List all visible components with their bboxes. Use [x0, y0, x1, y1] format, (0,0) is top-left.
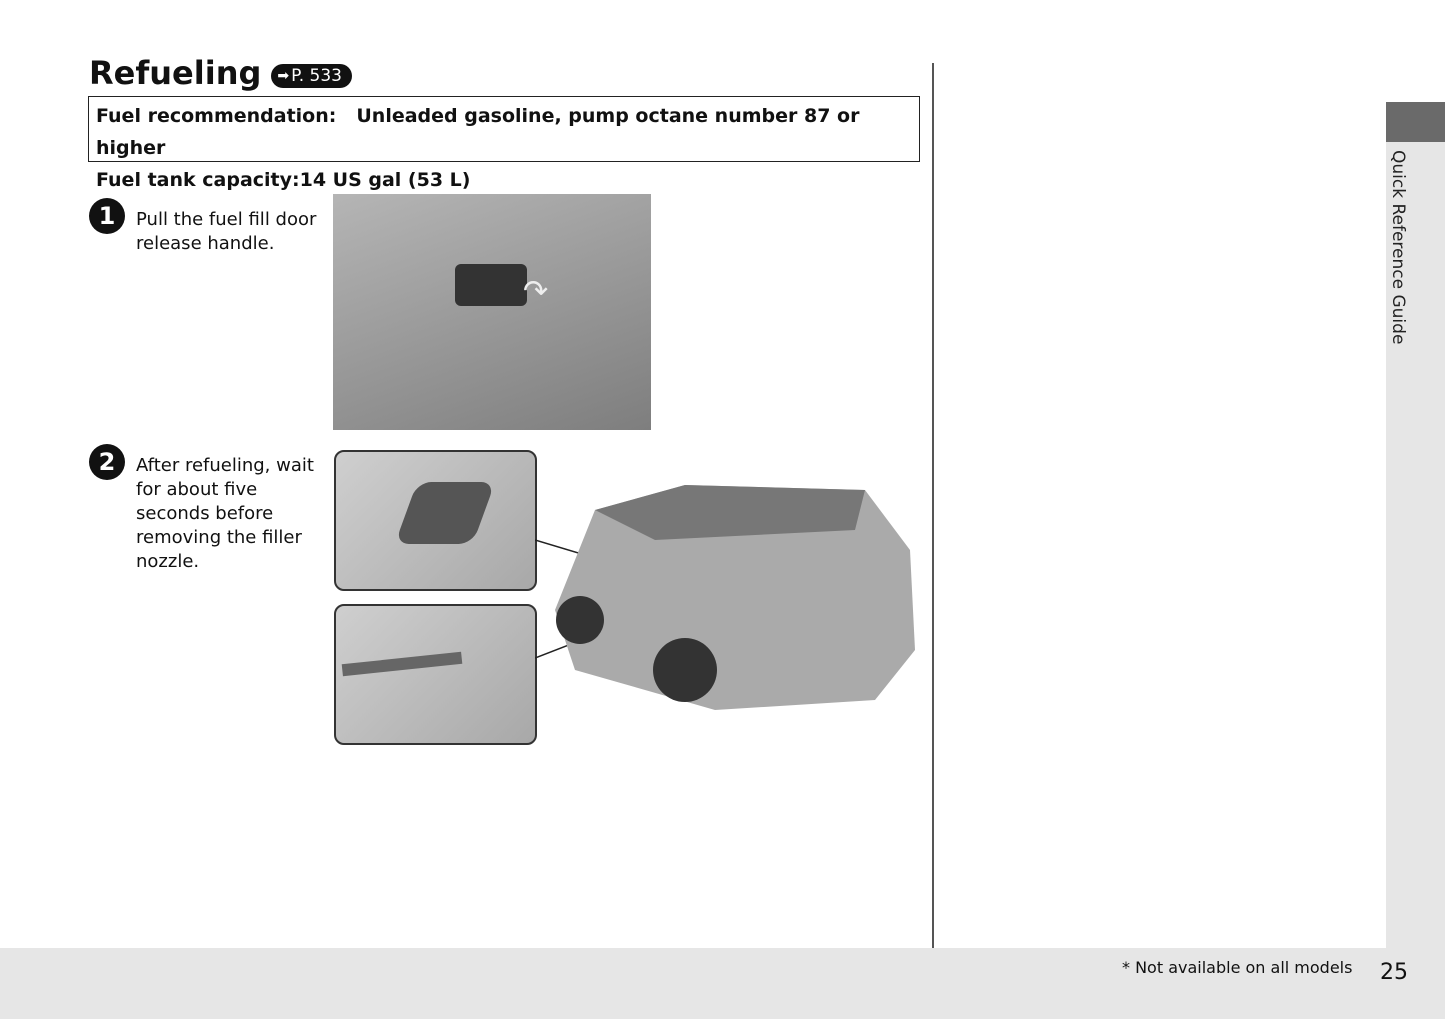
page-number: 25: [1380, 960, 1408, 985]
section-tab: [1386, 102, 1445, 142]
title-text: Refueling: [89, 54, 262, 92]
fuel-value: Unleaded gasoline, pump octane number 87 or higher: [96, 105, 860, 159]
spec-box: [88, 96, 920, 191]
fuel-recommendation: [96, 100, 912, 164]
step-text: After refueling, wait for about five seconds before removing the filler nozzle.: [136, 455, 314, 572]
page-reference-link[interactable]: [271, 64, 352, 88]
pull-arrow-icon: ↷: [523, 274, 549, 309]
step-number: 1: [89, 198, 125, 234]
fuel-door-inset: [334, 450, 537, 591]
step-number: 2: [89, 444, 125, 480]
nozzle: [342, 652, 463, 676]
arrow-right-icon: ➡: [277, 68, 290, 84]
fuel-door-release-illustration: [333, 194, 651, 430]
step-text: Pull the fuel fill door release handle.: [136, 209, 317, 254]
fuel-label: Fuel recommendation:: [96, 105, 337, 127]
filler-nozzle-inset: [334, 604, 537, 745]
vehicle-rear-illustration: [535, 470, 925, 730]
section-label: Quick Reference Guide: [1388, 150, 1408, 345]
fuel-door: [395, 482, 496, 544]
page-title: [89, 54, 352, 92]
footnote: * Not available on all models: [1122, 958, 1353, 977]
release-handle: [455, 264, 527, 306]
page-ref-text: P. 533: [291, 66, 342, 86]
column-divider: [932, 63, 934, 948]
tank-capacity: Fuel tank capacity:14 US gal (53 L): [96, 169, 471, 191]
